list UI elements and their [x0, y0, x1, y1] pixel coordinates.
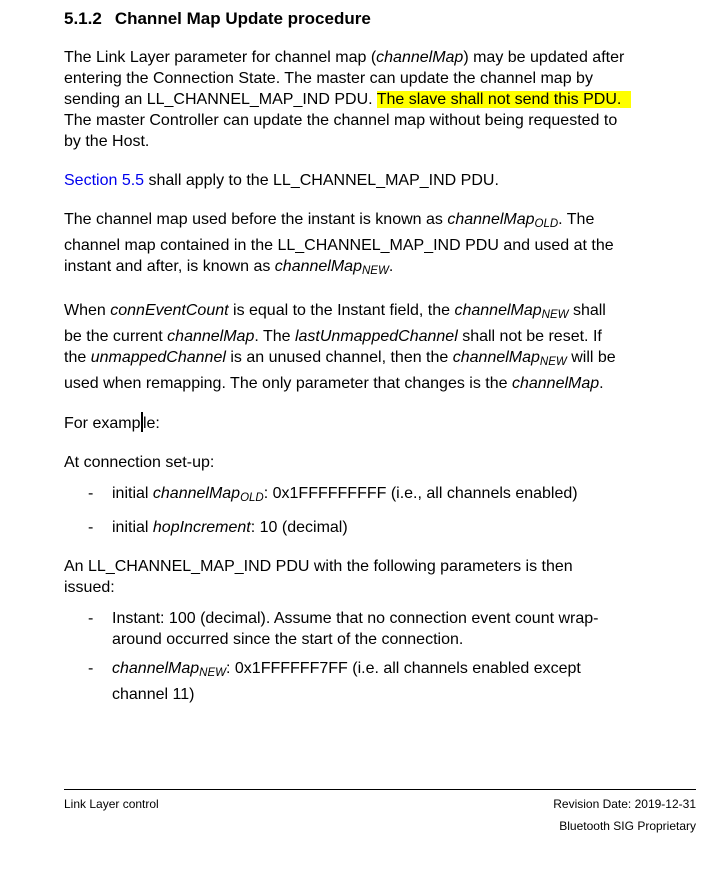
dash-bullet: -: [88, 485, 94, 502]
text-run: is an unused channel, then the: [225, 349, 453, 366]
paragraph-instant-rule: [64, 300, 716, 394]
italic-term: channelMap: [112, 660, 200, 677]
text-run: is equal to the Instant field, the: [228, 302, 455, 319]
italic-term: lastUnmappedChannel: [294, 328, 458, 345]
text-run: shall not be reset. If: [457, 328, 602, 345]
text-run: initial: [112, 519, 153, 536]
paragraph-channel-map-old-new: [64, 209, 716, 282]
text-run: initial: [112, 485, 153, 502]
footer-row: [64, 797, 696, 812]
text-run: .: [388, 258, 394, 275]
footer-proprietary-label: Bluetooth SIG Proprietary: [559, 819, 696, 833]
text-run: . The: [558, 211, 595, 228]
italic-term: channelMap: [152, 485, 241, 502]
text-run: shall: [568, 302, 606, 319]
highlighted-text: The slave shall not send this PDU.: [377, 91, 632, 108]
text-run: entering the Connection State. The master can update the channel map by: [64, 70, 593, 87]
italic-term: unmappedChannel: [90, 349, 226, 366]
italic-term: channelMap: [376, 49, 464, 66]
paragraph-pdu-issued: [64, 556, 716, 598]
text-run: The Link Layer parameter for channel map (: [64, 49, 377, 66]
text-run: At connection set-up:: [64, 454, 215, 471]
list-item-initial-channel-map-old: [64, 483, 716, 509]
text-run: around occurred since the start of the connection.: [112, 631, 464, 648]
list-item-text: [112, 658, 716, 705]
dash-bullet: -: [88, 610, 94, 627]
document-body: [64, 9, 716, 705]
text-run: instant and after, is known as: [64, 258, 275, 275]
dash-bullet: -: [88, 660, 94, 677]
section-5-5-link[interactable]: Section 5.5: [64, 172, 145, 189]
paragraph-connection-setup: [64, 452, 716, 473]
paragraph-section-reference: [64, 170, 716, 191]
text-run: .: [599, 375, 604, 392]
subscript-text: NEW: [199, 667, 227, 679]
text-run: : 0x1FFFFFF7FF (i.e. all channels enabled except: [226, 660, 581, 677]
text-run: When: [64, 302, 111, 319]
italic-term: channelMap: [274, 258, 362, 275]
text-run: For examp: [64, 415, 141, 432]
text-run: shall apply to the LL_CHANNEL_MAP_IND PDU.: [144, 172, 499, 189]
text-run: channel map contained in the LL_CHANNEL_MAP_IND PDU and used at the: [64, 237, 614, 254]
text-run: . The: [254, 328, 295, 345]
text-run: will be: [566, 349, 616, 366]
italic-term: hopIncrement: [152, 519, 251, 536]
text-run: Instant: 100 (decimal). Assume that no connection event count wrap-: [112, 610, 599, 627]
text-run: The channel map used before the instant is known as: [64, 211, 448, 228]
text-run: ) may be updated after: [463, 49, 625, 66]
footer-row: [64, 819, 696, 834]
text-run: le:: [142, 415, 160, 432]
text-run: by the Host.: [64, 133, 150, 150]
text-run: : 0x1FFFFFFFFF (i.e., all channels enabled): [263, 485, 578, 502]
subscript-text: NEW: [539, 356, 567, 368]
text-run: the: [64, 349, 91, 366]
list-item-instant: [64, 608, 716, 650]
text-run: issued:: [64, 579, 115, 596]
section-title: Channel Map Update procedure: [114, 9, 371, 28]
italic-term: channelMap: [454, 302, 542, 319]
list-pdu-parameters: [64, 608, 716, 705]
section-number: 5.1.2: [64, 9, 102, 28]
list-item-text: [112, 517, 716, 538]
dash-bullet: -: [88, 519, 94, 536]
list-item-initial-hop-increment: [64, 517, 716, 538]
text-run: The master Controller can update the channel map without being requested to: [64, 112, 618, 129]
italic-term: channelMap: [511, 375, 600, 392]
footer-section-label: Link Layer control: [64, 797, 159, 811]
text-run: An LL_CHANNEL_MAP_IND PDU with the following parameters is then: [64, 558, 573, 575]
italic-term: channelMap: [447, 211, 535, 228]
text-run: used when remapping. The only parameter that changes is the: [64, 375, 512, 392]
text-run: : 10 (decimal): [250, 519, 348, 536]
footer-revision-date: Revision Date: 2019-12-31: [553, 797, 696, 811]
italic-term: channelMap: [452, 349, 540, 366]
subscript-text: OLD: [240, 492, 264, 504]
list-connection-setup: [64, 483, 716, 538]
list-item-text: [112, 608, 716, 650]
italic-term: connEventCount: [110, 302, 229, 319]
text-run: be the current: [64, 328, 168, 345]
list-item-channel-map-new: [64, 658, 716, 705]
text-run: channel 11): [112, 686, 195, 703]
text-run: sending an LL_CHANNEL_MAP_IND PDU.: [64, 91, 377, 108]
italic-term: channelMap: [167, 328, 255, 345]
section-heading: [64, 9, 716, 29]
paragraph-for-example: [64, 412, 716, 434]
paragraph-channel-map-intro: [64, 47, 716, 152]
subscript-text: NEW: [361, 265, 389, 277]
subscript-text: NEW: [541, 309, 569, 321]
page-footer: [64, 789, 696, 834]
list-item-text: [112, 483, 716, 509]
subscript-text: OLD: [534, 218, 559, 230]
